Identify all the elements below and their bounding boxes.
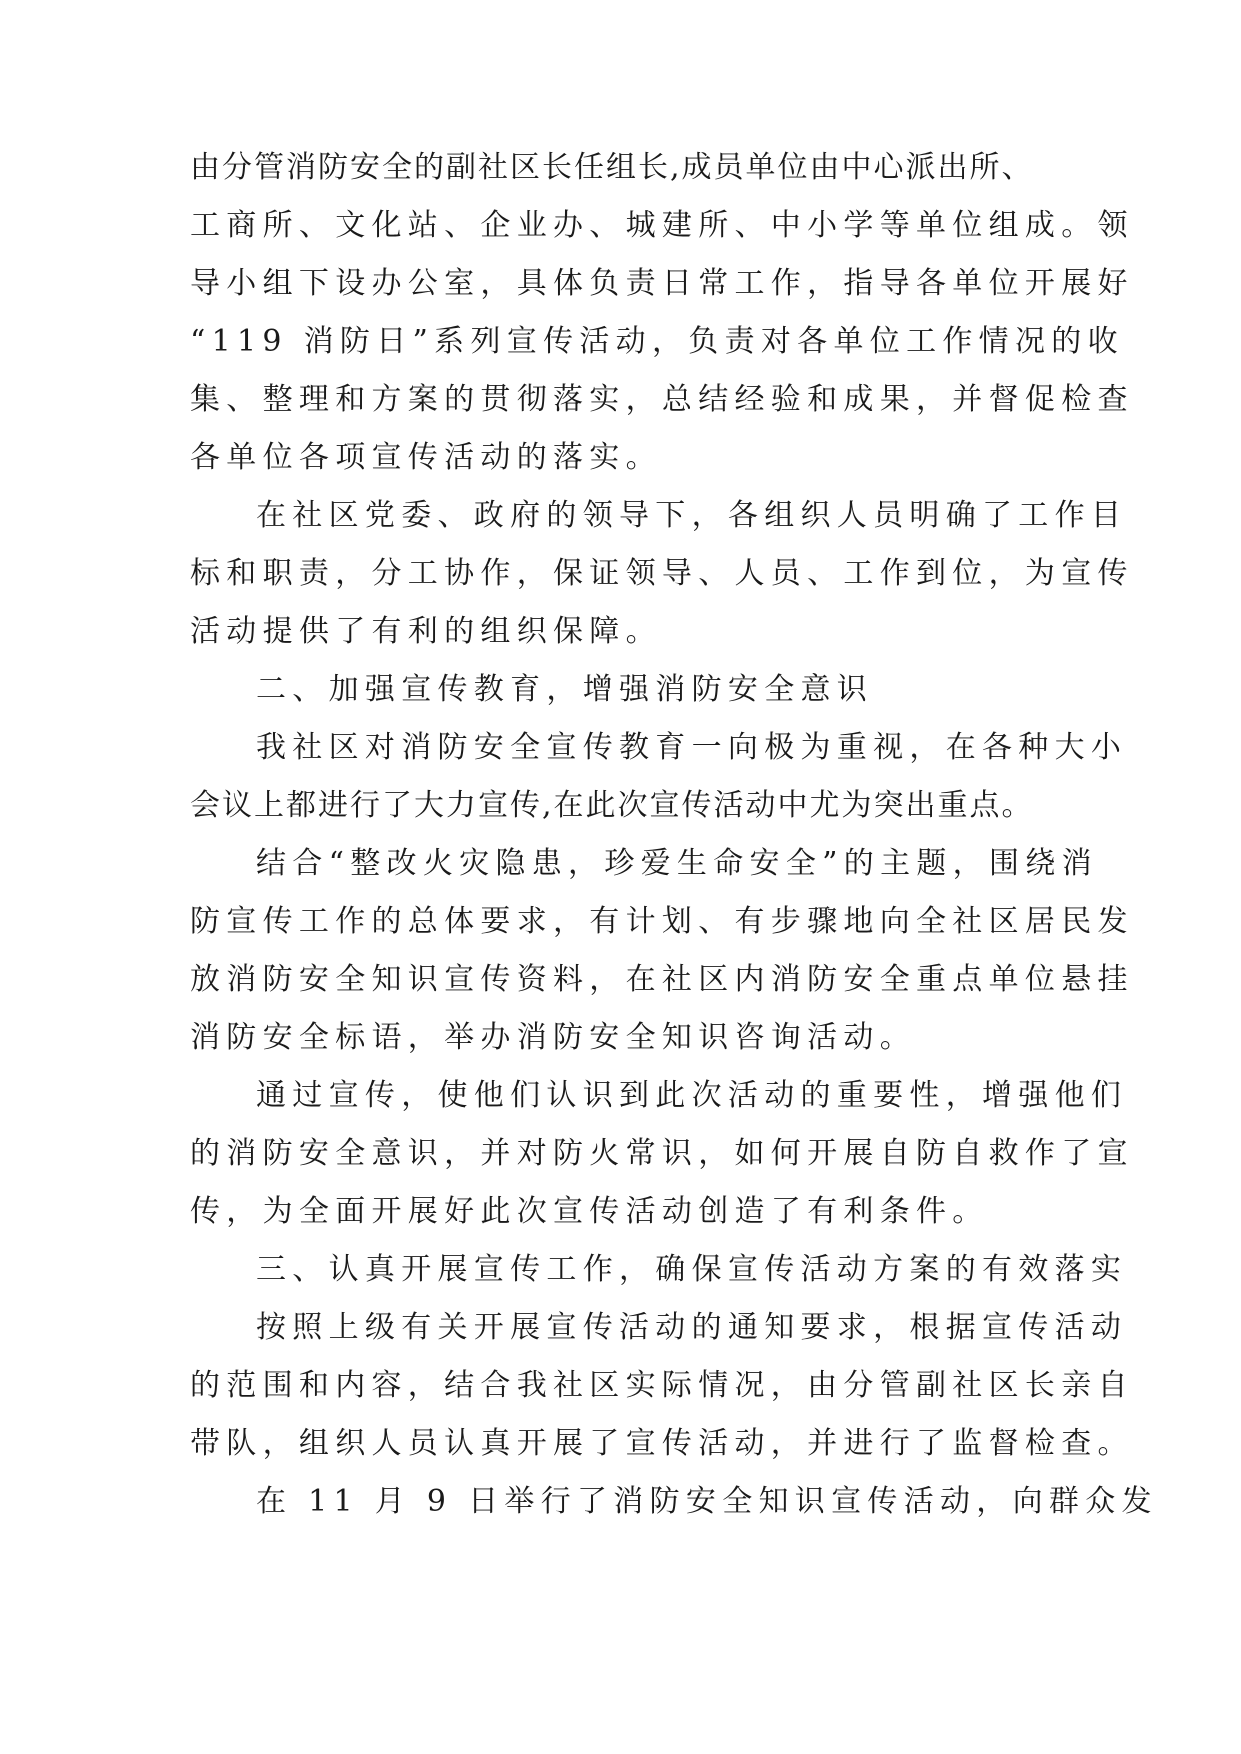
text-line-4: “119 消防日”系列宣传活动，负责对各单位工作情况的收 bbox=[190, 324, 1124, 359]
section-heading-3: 三、认真开展宣传工作，确保宣传活动方案的有效落实 bbox=[256, 1252, 1128, 1287]
paragraph-start-line: 通过宣传，使他们认识到此次活动的重要性，增强他们 bbox=[256, 1078, 1128, 1113]
text-line-15: 放消防安全知识宣传资料，在社区内消防安全重点单位悬挂 bbox=[190, 962, 1134, 997]
text-line-14: 防宣传工作的总体要求，有计划、有步骤地向全社区居民发 bbox=[190, 904, 1134, 939]
text-line-23: 带队，组织人员认真开展了宣传活动，并进行了监督检查。 bbox=[190, 1426, 1134, 1461]
text-line-6: 各单位各项宣传活动的落实。 bbox=[190, 440, 662, 475]
paragraph-start-line: 在 11 月 9 日举行了消防安全知识宣传活动，向群众发 bbox=[256, 1484, 1158, 1519]
text-line-19: 传，为全面开展好此次宣传活动创造了有利条件。 bbox=[190, 1194, 989, 1229]
paragraph-start-line: 按照上级有关开展宣传活动的通知要求，根据宣传活动 bbox=[256, 1310, 1128, 1345]
text-line-12: 会议上都进行了大力宣传,在此次宣传活动中尤为突出重点。 bbox=[190, 788, 1034, 823]
paragraph-start-line: 我社区对消防安全宣传教育一向极为重视，在各种大小 bbox=[256, 730, 1128, 765]
text-line-9: 活动提供了有利的组织保障。 bbox=[190, 614, 662, 649]
paragraph-start-line: 结合“整改火灾隐患，珍爱生命安全”的主题，围绕消 bbox=[256, 846, 1098, 881]
paragraph-start-line: 在社区党委、政府的领导下，各组织人员明确了工作目 bbox=[256, 498, 1128, 533]
text-line-1: 由分管消防安全的副社区长任组长,成员单位由中心派出所、 bbox=[190, 150, 1034, 185]
text-line-5: 集、整理和方案的贯彻落实，总结经验和成果，并督促检查 bbox=[190, 382, 1134, 417]
text-line-22: 的范围和内容，结合我社区实际情况，由分管副社区长亲自 bbox=[190, 1368, 1134, 1403]
text-line-3: 导小组下设办公室，具体负责日常工作，指导各单位开展好 bbox=[190, 266, 1134, 301]
text-line-16: 消防安全标语，举办消防安全知识咨询活动。 bbox=[190, 1020, 916, 1055]
text-line-18: 的消防安全意识，并对防火常识，如何开展自防自救作了宣 bbox=[190, 1136, 1134, 1171]
text-line-8: 标和职责，分工协作，保证领导、人员、工作到位，为宣传 bbox=[190, 556, 1134, 591]
text-line-2: 工商所、文化站、企业办、城建所、中小学等单位组成。领 bbox=[190, 208, 1134, 243]
section-heading-2: 二、加强宣传教育，增强消防安全意识 bbox=[256, 672, 874, 707]
